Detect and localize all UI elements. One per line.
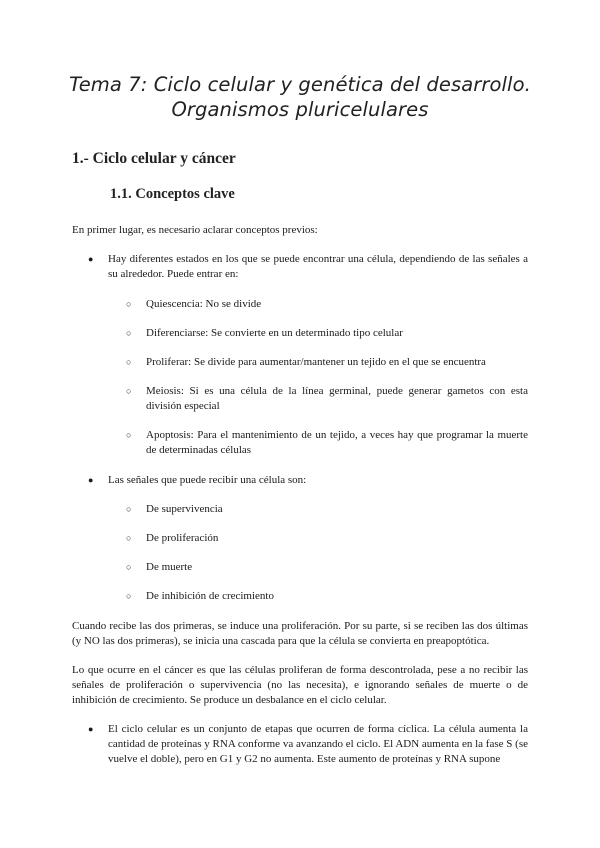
signal-item: De supervivencia bbox=[146, 503, 223, 515]
signal-item: De muerte bbox=[146, 561, 193, 573]
bullet-signals-intro: Las señales que puede recibir una célula son: bbox=[108, 474, 307, 486]
signal-item: De inhibición de crecimiento bbox=[146, 590, 274, 602]
sub-bullet-marker: ○ bbox=[126, 533, 132, 543]
state-item: Meiosis: Si es una célula de la línea germinal, puede generar gametos con esta división especial bbox=[146, 385, 528, 412]
signal-item: De proliferación bbox=[146, 532, 219, 544]
bullet-cell-cycle: El ciclo celular es un conjunto de etapas que ocurren de forma cíclica. La célula aumenta la cantidad de proteínas y RNA conforme va avanzando el ciclo. El ADN aumenta en la fase S (se vuelve el doble), pero en G1 y G2 no aumenta. Este aumento de proteínas y RNA supone bbox=[108, 723, 528, 765]
sub-bullet-marker: ○ bbox=[126, 562, 132, 572]
subsection-heading: 1.1. Conceptos clave bbox=[110, 186, 235, 202]
state-item: Quiescencia: No se divide bbox=[146, 298, 262, 310]
sub-bullet-marker: ○ bbox=[126, 357, 132, 367]
sub-bullet-marker: ○ bbox=[126, 430, 132, 440]
sub-bullet-marker: ○ bbox=[126, 504, 132, 514]
paragraph-proliferation: Cuando recibe las dos primeras, se induce una proliferación. Por su parte, si se reciben las dos últimas (y NO las dos primeras), se inicia una cascada para que la célula se convierta en preapoptótica. bbox=[72, 620, 528, 647]
intro-paragraph: En primer lugar, es necesario aclarar conceptos previos: bbox=[72, 224, 318, 236]
state-item: Apoptosis: Para el mantenimiento de un tejido, a veces hay que programar la muerte de determinadas células bbox=[146, 429, 528, 456]
bullet-marker: ● bbox=[88, 724, 94, 734]
title-line-2: Organismos pluricelulares bbox=[171, 98, 429, 121]
sub-bullet-marker: ○ bbox=[126, 328, 132, 338]
sub-bullet-marker: ○ bbox=[126, 299, 132, 309]
sub-bullet-marker: ○ bbox=[126, 386, 132, 396]
paragraph-cancer: Lo que ocurre en el cáncer es que las células proliferan de forma descontrolada, pese a no recibir las señales de proliferación o supervivencia (no las necesita), e ignorando señales de muerte o de inhibición de crecimiento. Se produce un desbalance en el ciclo celular. bbox=[72, 664, 528, 706]
sub-bullet-marker: ○ bbox=[126, 591, 132, 601]
document-title bbox=[40, 72, 560, 122]
state-item: Diferenciarse: Se convierte en un determinado tipo celular bbox=[146, 327, 403, 339]
state-item: Proliferar: Se divide para aumentar/mantener un tejido en el que se encuentra bbox=[146, 356, 486, 368]
bullet-states-intro: Hay diferentes estados en los que se puede encontrar una célula, dependiendo de las señales a su alrededor. Puede entrar en: bbox=[108, 253, 528, 280]
section-heading: 1.- Ciclo celular y cáncer bbox=[72, 150, 236, 167]
title-line-1: Tema 7: Ciclo celular y genética del desarrollo. bbox=[69, 73, 531, 96]
bullet-marker: ● bbox=[88, 475, 94, 485]
bullet-marker: ● bbox=[88, 254, 94, 264]
